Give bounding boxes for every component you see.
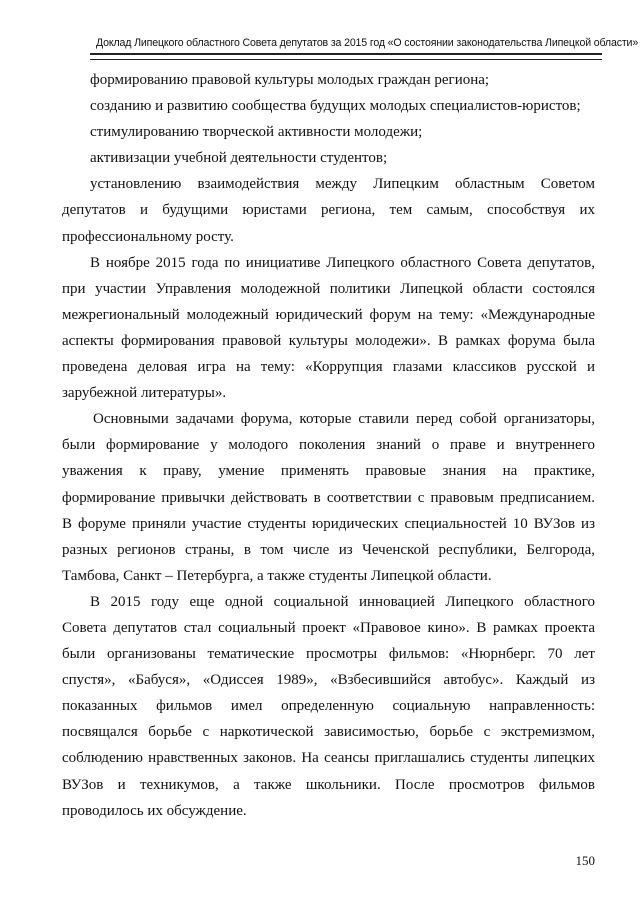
text-line: депутатов и будущими юристами региона, тем самым, способствуя их xyxy=(62,202,595,219)
text-line: формированию правовой культуры молодых граждан региона; xyxy=(90,72,490,88)
paragraph xyxy=(62,589,595,824)
text-line: В 2015 году еще одной социальной инновацией Липецкого областного xyxy=(90,593,595,610)
paragraph xyxy=(62,406,595,589)
text-line: посвящался борьбе с наркотической зависимостью, борьбе с экстремизмом, xyxy=(62,724,595,741)
text-line: установлению взаимодействия между Липецким областным Советом xyxy=(90,176,595,193)
text-line: профессиональному росту. xyxy=(62,228,234,245)
paragraph xyxy=(62,93,595,119)
text-line: аспекты формирования правовой культуры молодежи». В рамках форума была xyxy=(62,332,595,349)
text-line: проведена деловая игра на тему: «Коррупция глазами классиков русской и xyxy=(62,359,595,376)
paragraph xyxy=(62,67,595,93)
text-line: формирование привычки действовать в соответствии с правовым предписанием. xyxy=(62,489,595,506)
text-line: были организованы тематические просмотры фильмов: «Нюрнберг. 70 лет xyxy=(62,646,595,663)
paragraph xyxy=(62,250,595,407)
text-line: Совета депутатов стал социальный проект «Правовое кино». В рамках проекта xyxy=(62,619,595,636)
text-line: разных регионов страны, в том числе из Чеченской республики, Белгорода, xyxy=(62,541,595,558)
document-body xyxy=(62,67,595,824)
text-line: соблюдению нравственных законов. На сеансы приглашались студенты липецких xyxy=(62,750,595,767)
header-rule xyxy=(90,53,602,60)
text-line: ВУЗов и техникумов, а также школьники. После просмотров фильмов xyxy=(62,776,595,793)
page-number: 150 xyxy=(575,853,595,868)
text-line: В ноябре 2015 года по инициативе Липецкого областного Совета депутатов, xyxy=(90,254,595,271)
text-line: межрегиональный молодежный юридический форум на тему: «Международные xyxy=(62,306,595,323)
text-line: зарубежной литературы». xyxy=(62,385,227,402)
text-line: Тамбова, Санкт – Петербурга, а также студенты Липецкой области. xyxy=(62,567,492,584)
text-line: проводилось их обсуждение. xyxy=(62,802,247,819)
text-line: Основными задачами форума, которые ставили перед собой организаторы, xyxy=(93,411,595,428)
text-line: активизации учебной деятельности студентов; xyxy=(90,150,388,167)
text-line: уважения к праву, умение применять правовые знания на практике, xyxy=(62,463,595,480)
text-line: стимулированию творческой активности молодежи; xyxy=(90,124,423,141)
paragraph xyxy=(62,145,595,171)
text-line: показанных фильмов имел определенную социальную направленность: xyxy=(62,698,595,715)
text-line: В форуме приняли участие студенты юридических специальностей 10 ВУЗов из xyxy=(62,515,595,532)
paragraph xyxy=(62,171,595,249)
text-line: созданию и развитию сообщества будущих молодых специалистов-юристов; xyxy=(90,98,581,115)
text-line: были формирование у молодого поколения знаний о праве и внутреннего xyxy=(62,437,595,454)
running-header: Доклад Липецкого областного Совета депутатов за 2015 год «О состоянии законодательства Липецкой области» xyxy=(96,37,639,49)
text-line: спустя», «Бабуся», «Одиссея 1989», «Взбесившийся автобус». Каждый из xyxy=(62,672,595,689)
text-line: при участии Управления молодежной политики Липецкой области состоялся xyxy=(62,280,595,297)
paragraph xyxy=(62,119,595,145)
